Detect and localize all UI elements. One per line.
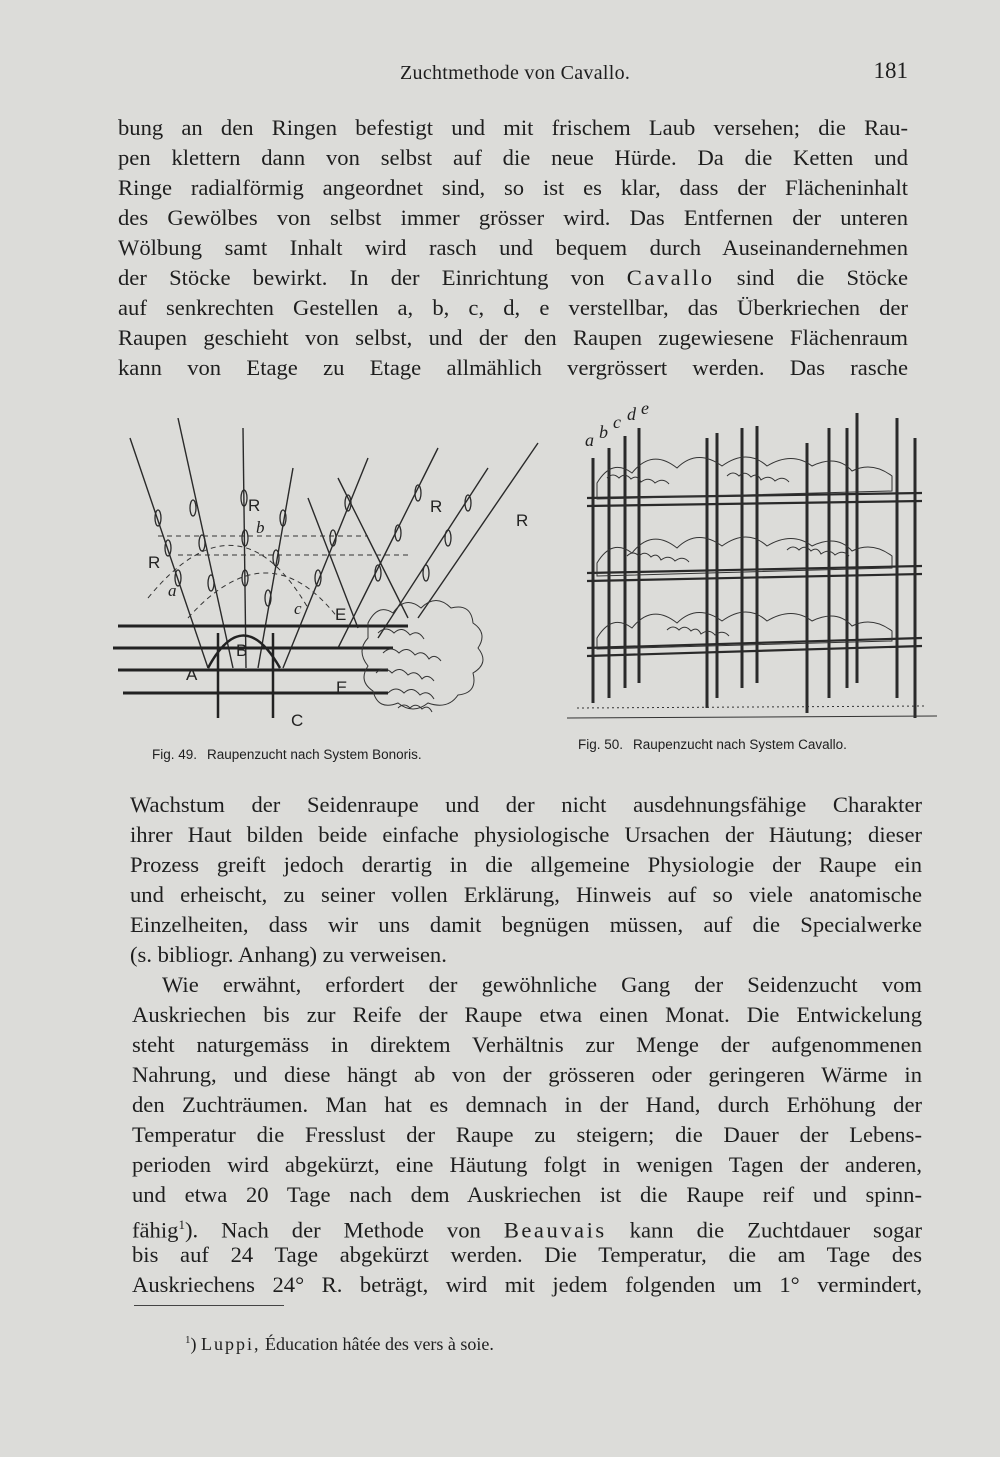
text-run: kann die Zuchtdauer sogar — [629, 1217, 922, 1243]
text-line: des Gewölbes von selbst immer grösser wird. Das Entfernen der unteren — [118, 205, 908, 230]
text-line: pen klettern dann von selbst auf die neue Hürde. Da die Ketten und — [118, 145, 908, 170]
label-C: C — [291, 711, 304, 730]
footnote-rule — [134, 1305, 284, 1306]
label-d: d — [627, 404, 636, 424]
figure-49-illustration — [108, 418, 553, 736]
text-line: und erheischt, zu seiner vollen Erklärung, Hinweis auf so viele anatomische — [130, 882, 922, 907]
running-title: Zuchtmethode von Cavallo. — [400, 62, 631, 84]
text-line: Wie erwähnt, erfordert der gewöhnliche Gang der Seidenzucht vom — [162, 972, 922, 997]
footnote-reference: 1 — [178, 1217, 185, 1232]
spaced-name-beauvais: Beauvais — [503, 1217, 607, 1243]
text-run: fähig — [132, 1217, 179, 1243]
label-e: e — [641, 398, 649, 418]
page-number: 181 — [873, 58, 908, 83]
label-E: E — [335, 605, 347, 624]
label-c: c — [613, 412, 621, 432]
label-b: b — [256, 518, 265, 537]
text-line: und etwa 20 Tage nach dem Auskriechen ist die Raupe reif und spinn- — [132, 1182, 922, 1207]
text-line: Auskriechens 24° R. beträgt, wird mit jedem folgenden um 1° vermindert, — [132, 1272, 922, 1297]
text-line: den Zuchträumen. Man hat es demnach in der Hand, durch Erhöhung der — [132, 1092, 922, 1117]
label-R: R — [148, 553, 161, 572]
page-header — [118, 58, 908, 92]
label-B: B — [236, 641, 248, 660]
ground-line — [567, 706, 937, 718]
footnote-text: Éducation hâtée des vers à soie. — [265, 1334, 494, 1354]
text-line: ihrer Haut bilden beide einfache physiologische Ursachen der Häutung; dieser — [130, 822, 922, 847]
caption-number: Fig. 49. — [152, 747, 198, 762]
text-line: Temperatur die Fresslust der Raupe zu steigern; die Dauer der Lebens- — [132, 1122, 922, 1147]
text-line: Einzelheiten, dass wir uns damit begnügen müssen, auf die Specialwerke — [130, 912, 922, 937]
text-line: Raupen geschieht von selbst, und der den Raupen zugewiesene Flächenraum — [118, 325, 908, 350]
label-A: A — [186, 665, 198, 684]
text-line: Prozess greift jedoch derartig in die allgemeine Physiologie der Raupe ein — [130, 852, 922, 877]
caption-text: Raupenzucht nach System Bonoris. — [207, 747, 422, 762]
text-line — [118, 263, 908, 293]
label-a: a — [168, 581, 177, 600]
text-line: Ringe radialförmig angeordnet sind, so ist es klar, dass der Flächeninhalt — [118, 175, 908, 200]
label-R: R — [516, 511, 529, 530]
caption-text: Raupenzucht nach System Cavallo. — [633, 737, 847, 752]
caption-number: Fig. 50. — [578, 737, 624, 752]
chain-links — [155, 485, 471, 606]
text-line: bung an den Ringen befestigt und mit frischem Laub versehen; die Rau- — [118, 115, 908, 140]
text-run: der Stöcke bewirkt. In der Einrichtung von — [118, 265, 605, 290]
label-E: E — [336, 678, 348, 697]
foliage-mass — [362, 601, 483, 713]
label-a: a — [585, 430, 594, 450]
text-line: auf senkrechten Gestellen a, b, c, d, e verstellbar, das Überkriechen der — [118, 295, 908, 320]
footnote-marker: 1 — [185, 1334, 191, 1346]
label-R: R — [430, 497, 443, 516]
text-line: kann von Etage zu Etage allmählich vergrössert werden. Das rasche — [118, 355, 908, 380]
text-line: Wachstum der Seidenraupe und der nicht ausdehnungsfähige Charakter — [130, 792, 922, 817]
text-run: sind die Stöcke — [736, 265, 908, 290]
text-line: Nahrung, und diese hängt ab von der grösseren oder geringeren Wärme in — [132, 1062, 922, 1087]
text-line: (s. bibliogr. Anhang) zu verweisen. — [130, 942, 447, 967]
label-R: R — [248, 496, 261, 515]
text-line: bis auf 24 Tage abgekürzt werden. Die Temperatur, die am Tage des — [132, 1242, 922, 1267]
label-b: b — [599, 422, 608, 442]
text-line: perioden wird abgekürzt, eine Häutung folgt in wenigen Tagen der anderen, — [132, 1152, 922, 1177]
text-run: ). Nach der Methode von — [184, 1217, 481, 1243]
text-line: Wölbung samt Inhalt wird rasch und bequem durch Auseinandernehmen — [118, 235, 908, 260]
footnote: $^1$) Luppi, Éducation hâtée des vers à soie. — [185, 1334, 494, 1354]
text-line: Auskriechen bis zur Reife der Raupe etwa einen Monat. Die Entwickelung — [132, 1002, 922, 1027]
figure-50-caption — [578, 737, 847, 752]
spaced-name-cavallo: Cavallo — [626, 265, 715, 290]
chain-lines — [130, 418, 538, 668]
figure-49-caption — [152, 747, 422, 762]
text-line: steht naturgemäss in direktem Verhältnis zur Menge der aufgenommenen — [132, 1032, 922, 1057]
figure-50-illustration — [567, 398, 942, 728]
footnote-author: Luppi, — [201, 1334, 261, 1354]
label-c: c — [294, 599, 302, 618]
